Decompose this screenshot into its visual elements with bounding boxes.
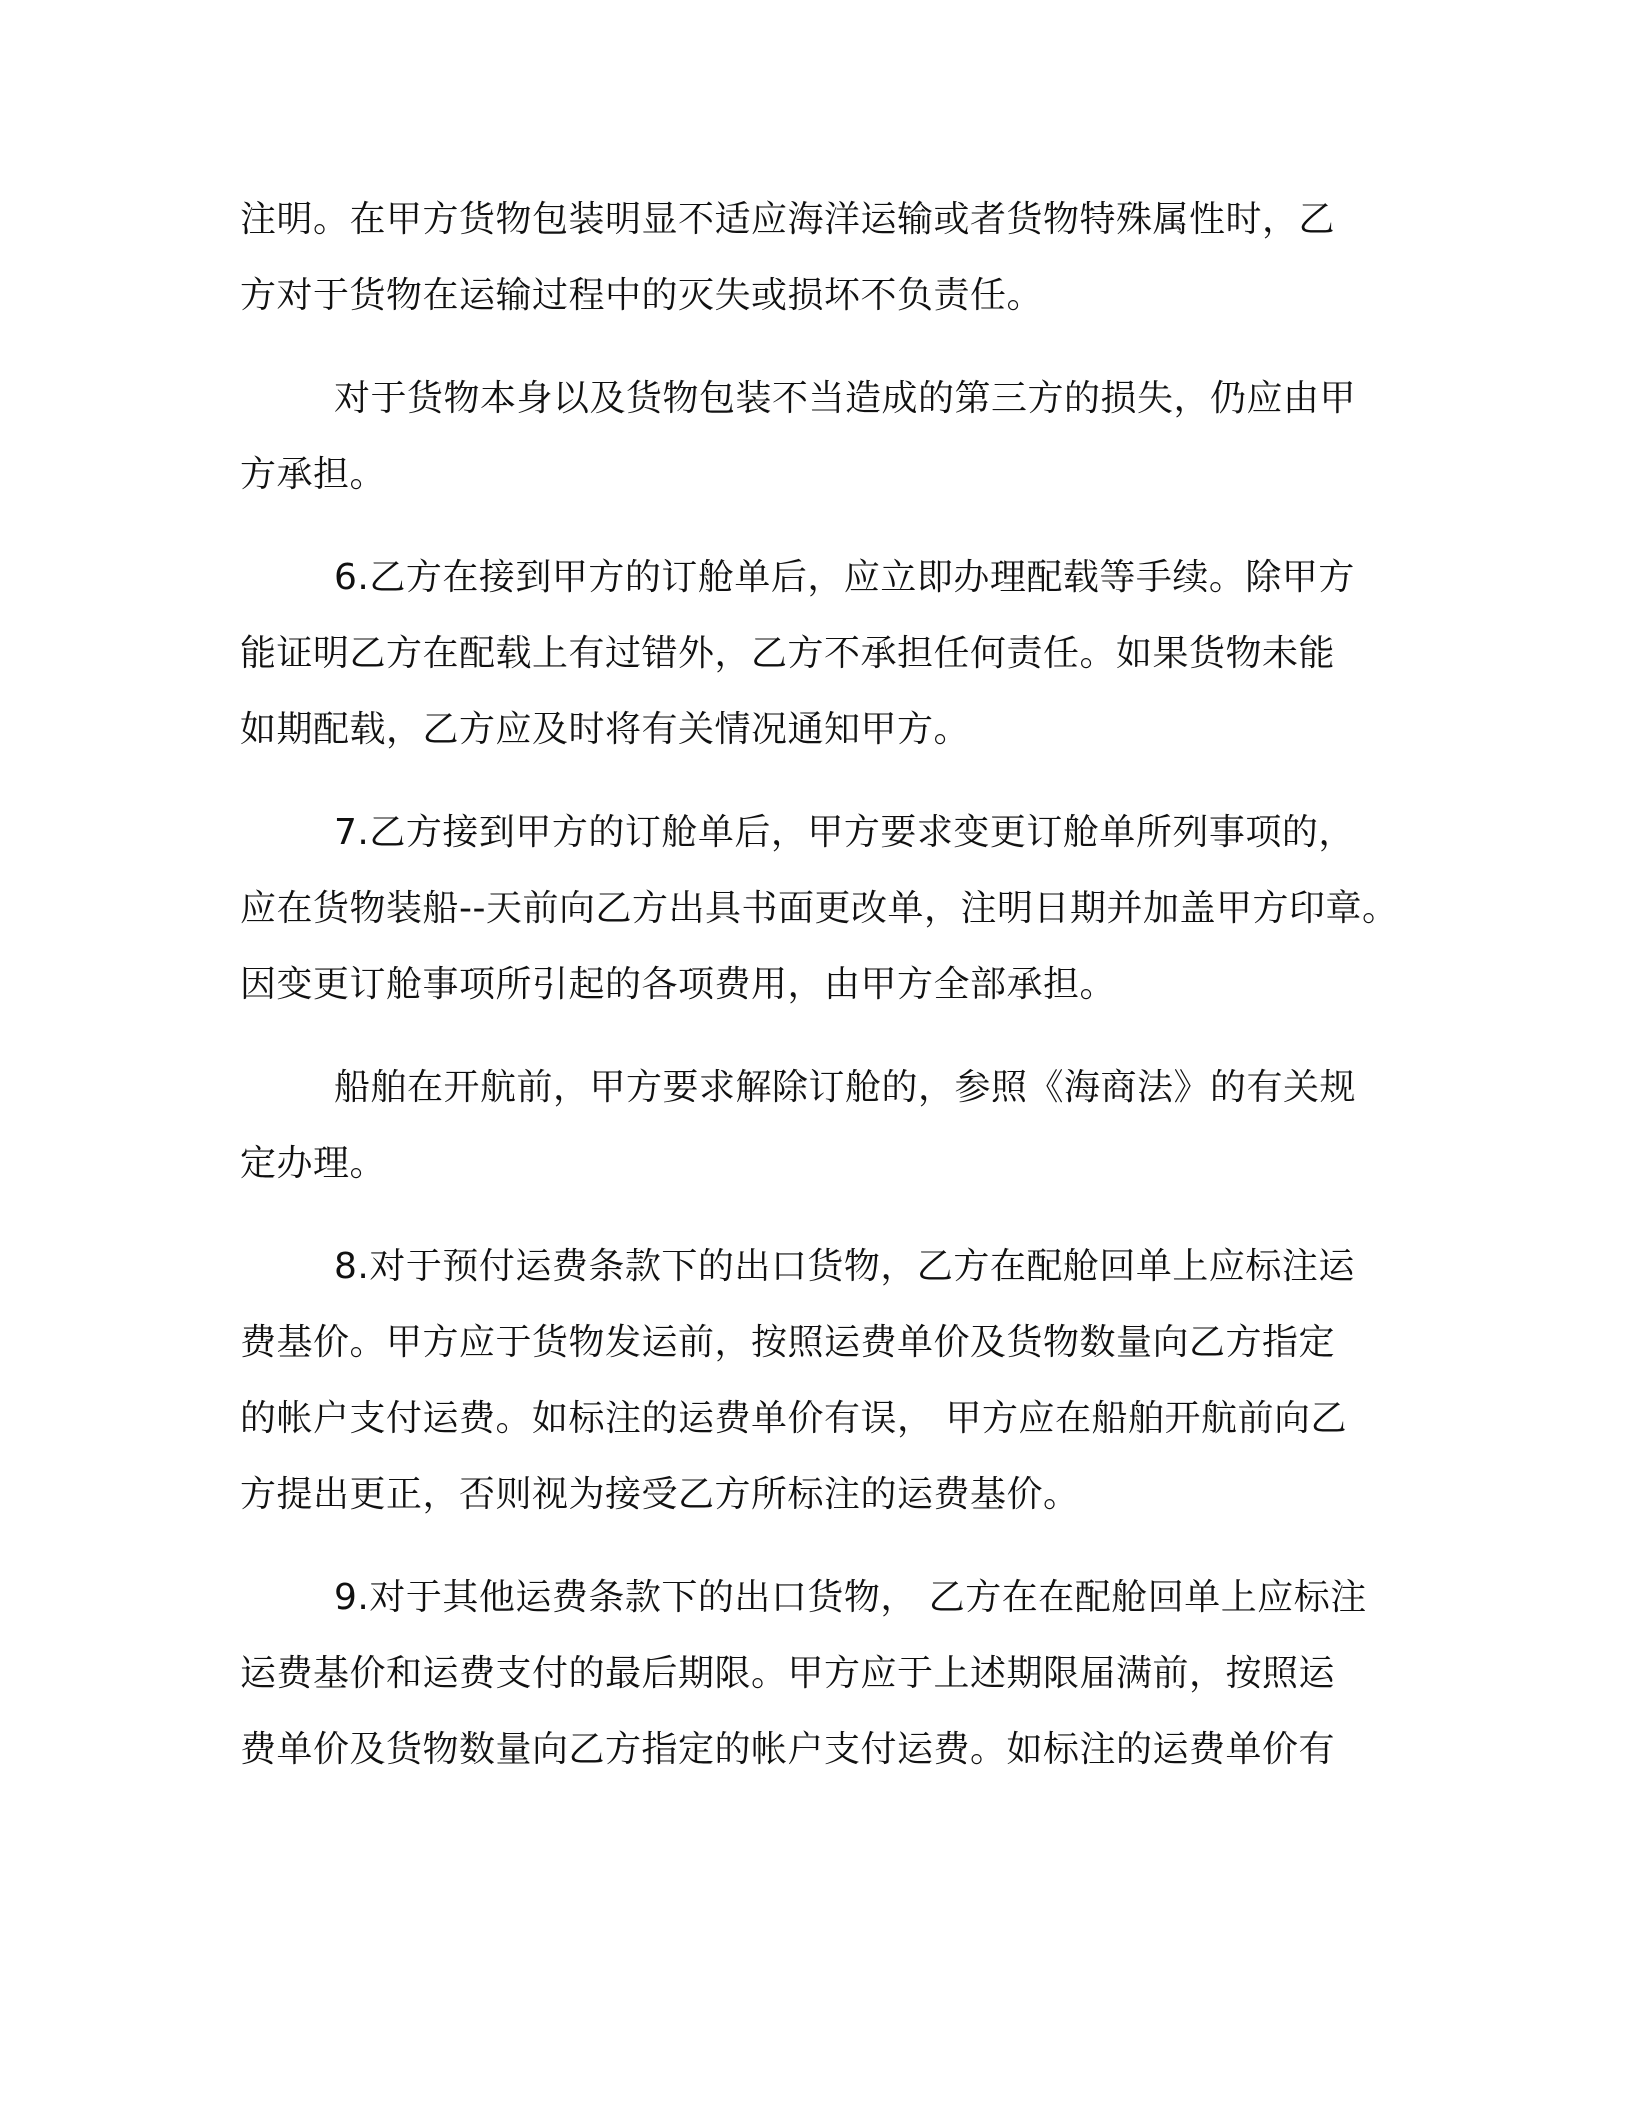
paragraph-2-line-1: 对于货物本身以及货物包装不当造成的第三方的损失，仍应由甲 xyxy=(334,378,1357,419)
paragraph-3-line-3: 如期配载，乙方应及时将有关情况通知甲方。 xyxy=(240,709,971,750)
paragraph-7-line-1: 9.对于其他运费条款下的出口货物， 乙方在在配舱回单上应标注 xyxy=(334,1577,1367,1618)
paragraph-6-line-1: 8.对于预付运费条款下的出口货物，乙方在配舱回单上应标注运 xyxy=(334,1246,1355,1287)
paragraph-5-line-2: 定办理。 xyxy=(240,1143,387,1184)
paragraph-3-line-1: 6.乙方在接到甲方的订舱单后，应立即办理配载等手续。除甲方 xyxy=(334,557,1355,598)
paragraph-4-line-3: 因变更订舱事项所引起的各项费用，由甲方全部承担。 xyxy=(240,964,1117,1005)
paragraph-7-line-2: 运费基价和运费支付的最后期限。甲方应于上述期限届满前，按照运 xyxy=(240,1653,1336,1694)
paragraph-6-line-2: 费基价。甲方应于货物发运前，按照运费单价及货物数量向乙方指定 xyxy=(240,1322,1336,1363)
paragraph-4-line-2: 应在货物装船--天前向乙方出具书面更改单，注明日期并加盖甲方印章。 xyxy=(240,888,1399,929)
paragraph-1-line-1: 注明。在甲方货物包装明显不适应海洋运输或者货物特殊属性时，乙 xyxy=(240,199,1336,240)
paragraph-6-line-4: 方提出更正，否则视为接受乙方所标注的运费基价。 xyxy=(240,1474,1080,1515)
paragraph-1-line-2: 方对于货物在运输过程中的灭失或损坏不负责任。 xyxy=(240,275,1044,316)
paragraph-5-line-1: 船舶在开航前，甲方要求解除订舱的，参照《海商法》的有关规 xyxy=(334,1067,1357,1108)
paragraph-2-line-2: 方承担。 xyxy=(240,454,387,495)
paragraph-7-line-3: 费单价及货物数量向乙方指定的帐户支付运费。如标注的运费单价有 xyxy=(240,1729,1336,1770)
paragraph-6-line-3: 的帐户支付运费。如标注的运费单价有误， 甲方应在船舶开航前向乙 xyxy=(240,1398,1347,1439)
paragraph-3-line-2: 能证明乙方在配载上有过错外，乙方不承担任何责任。如果货物未能 xyxy=(240,633,1336,674)
paragraph-4-line-1: 7.乙方接到甲方的订舱单后，甲方要求变更订舱单所列事项的， xyxy=(334,812,1355,853)
